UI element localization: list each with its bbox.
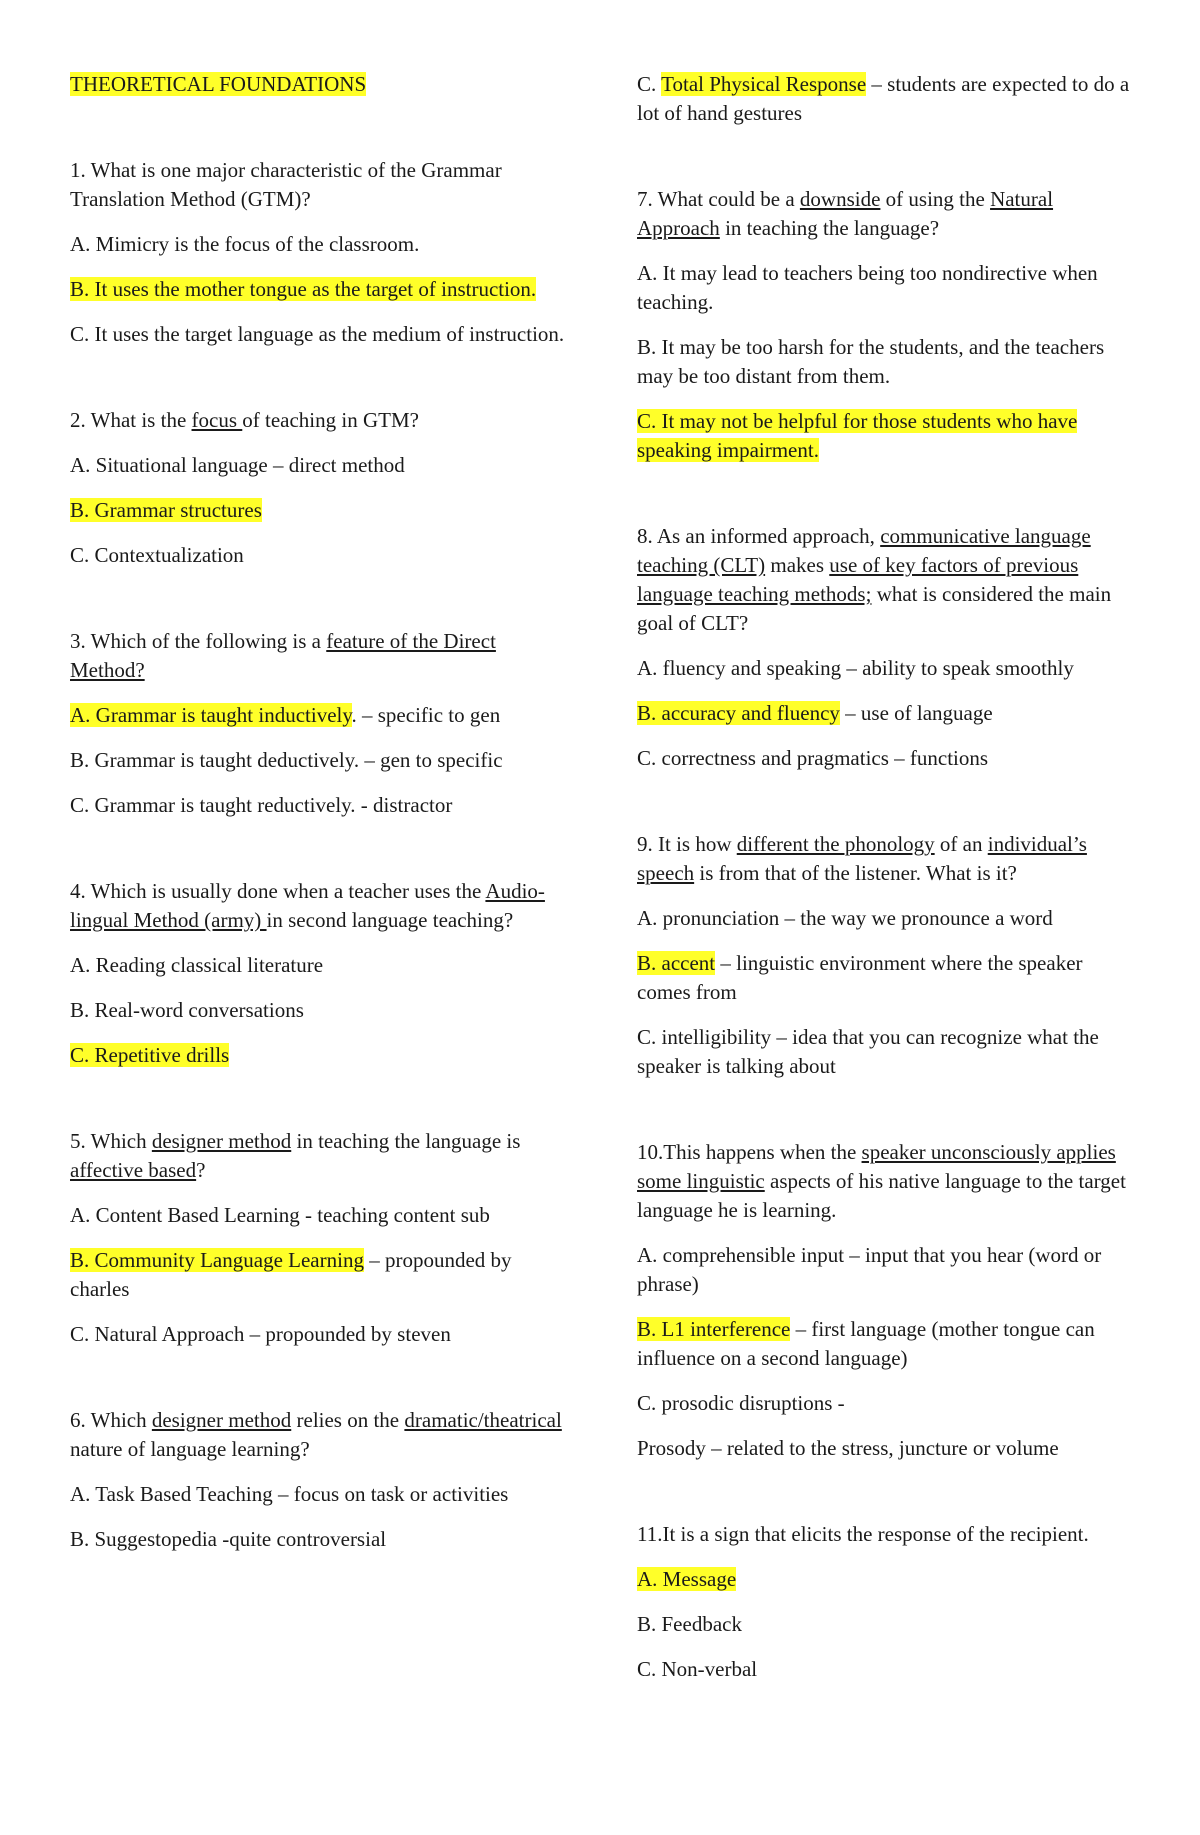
question-2 — [70, 406, 570, 570]
option-a: A. Mimicry is the focus of the classroom. — [70, 232, 420, 256]
question-3 — [70, 627, 570, 820]
document-heading: THEORETICAL FOUNDATIONS — [70, 72, 367, 96]
left-column — [70, 70, 570, 1570]
option-a: A. It may lead to teachers being too nondirective when teaching. — [637, 261, 1098, 314]
option-c-answer: C. It may not be helpful for those students who have speaking impairment. — [637, 409, 1078, 462]
question-10 — [637, 1138, 1137, 1463]
question-stem: 4. Which is usually done when a teacher uses the Audio-lingual Method (army) in second language teaching? — [70, 879, 545, 932]
option-b-answer: B. Community Language Learning – propounded by charles — [70, 1248, 512, 1301]
option-b-answer: B. accuracy and fluency – use of language — [637, 701, 993, 725]
question-6 — [70, 1406, 570, 1554]
question-4 — [70, 877, 570, 1070]
option-c: C. Non-verbal — [637, 1657, 758, 1681]
option-a: A. fluency and speaking – ability to speak smoothly — [637, 656, 1074, 680]
question-9 — [637, 830, 1137, 1081]
right-column — [637, 70, 1137, 1700]
question-7 — [637, 185, 1137, 465]
option-b-answer: B. L1 interference – first language (mother tongue can influence on a second language) — [637, 1317, 1095, 1370]
option-b: B. Feedback — [637, 1612, 742, 1636]
question-stem: 3. Which of the following is a feature of the Direct Method? — [70, 629, 496, 682]
option-a: A. pronunciation – the way we pronounce a word — [637, 906, 1053, 930]
option-c: C. intelligibility – idea that you can recognize what the speaker is talking about — [637, 1025, 1099, 1078]
question-stem: 5. Which designer method in teaching the language is affective based? — [70, 1129, 521, 1182]
question-8 — [637, 522, 1137, 773]
question-1 — [70, 156, 570, 349]
option-a-answer: A. Grammar is taught inductively. – specific to gen — [70, 703, 501, 727]
option-c: C. Contextualization — [70, 543, 244, 567]
option-a: A. Reading classical literature — [70, 953, 324, 977]
question-stem: 9. It is how different the phonology of an individual’s speech is from that of the listener. What is it? — [637, 832, 1087, 885]
option-c-answer: C. Repetitive drills — [70, 1043, 230, 1067]
option-c: C. It uses the target language as the medium of instruction. — [70, 322, 565, 346]
option-c-answer: C. Total Physical Response – students are expected to do a lot of hand gestures — [637, 72, 1130, 125]
option-b-answer: B. It uses the mother tongue as the target of instruction. — [70, 277, 537, 301]
option-b: B. Grammar is taught deductively. – gen to specific — [70, 748, 503, 772]
option-c: C. Natural Approach – propounded by steven — [70, 1322, 451, 1346]
question-stem: 11.It is a sign that elicits the response of the recipient. — [637, 1522, 1089, 1546]
option-b-answer: B. accent – linguistic environment where the speaker comes from — [637, 951, 1083, 1004]
question-stem: 7. What could be a downside of using the Natural Approach in teaching the language? — [637, 187, 1054, 240]
option-c: C. correctness and pragmatics – functions — [637, 746, 989, 770]
option-a-answer: A. Message — [637, 1567, 737, 1591]
option-c: C. prosodic disruptions - — [637, 1391, 845, 1415]
question-6-continued — [637, 70, 1137, 128]
option-a: A. Content Based Learning - teaching content sub — [70, 1203, 490, 1227]
option-a: A. comprehensible input – input that you hear (word or phrase) — [637, 1243, 1102, 1296]
question-5 — [70, 1127, 570, 1349]
question-stem: 6. Which designer method relies on the dramatic/theatrical nature of language learning? — [70, 1408, 562, 1461]
question-stem: 10.This happens when the speaker unconsciously applies some linguistic aspects of his native language to the target language he is learning. — [637, 1140, 1126, 1222]
option-c: C. Grammar is taught reductively. - distractor — [70, 793, 453, 817]
option-b: B. Suggestopedia -quite controversial — [70, 1527, 387, 1551]
note: Prosody – related to the stress, juncture or volume — [637, 1436, 1059, 1460]
question-11 — [637, 1520, 1137, 1684]
question-stem: 1. What is one major characteristic of the Grammar Translation Method (GTM)? — [70, 158, 502, 211]
question-stem: 2. What is the focus of teaching in GTM? — [70, 408, 419, 432]
option-b-answer: B. Grammar structures — [70, 498, 262, 522]
option-a: A. Situational language – direct method — [70, 453, 405, 477]
option-b: B. Real-word conversations — [70, 998, 304, 1022]
option-a: A. Task Based Teaching – focus on task or activities — [70, 1482, 509, 1506]
option-b: B. It may be too harsh for the students, and the teachers may be too distant from them. — [637, 335, 1105, 388]
question-stem: 8. As an informed approach, communicative language teaching (CLT) makes use of key factors of previous language teaching methods; what is considered the main goal of CLT? — [637, 524, 1112, 635]
